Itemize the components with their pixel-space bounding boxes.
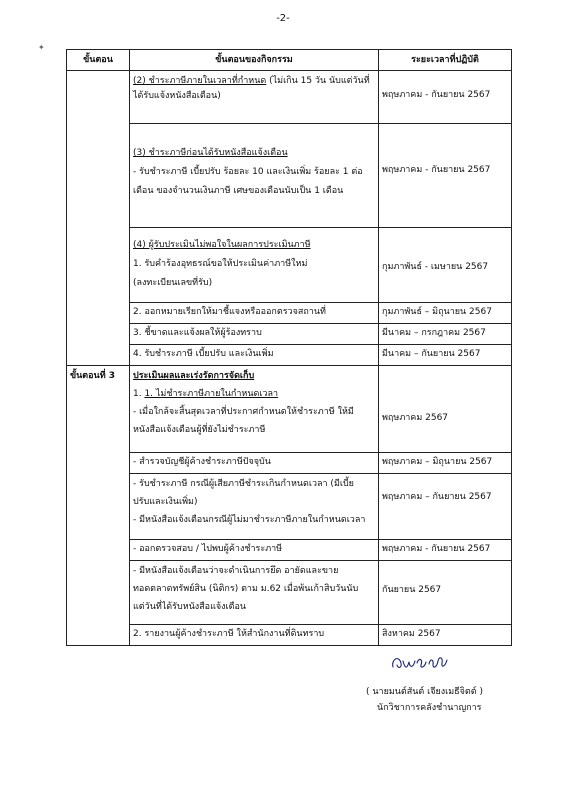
duration-cell: สิงหาคม 2567 xyxy=(379,625,512,646)
header-step: ขั้นตอน xyxy=(67,50,130,71)
activity-cell: - มีหนังสือแจ้งเตือนว่าจะดำเนินการยึด อายัดและขาย ทอดตลาดทรัพย์สิน (นิติกร) ตาม ม.62 เมื่อพ้นเก้าสิบวันนับ แต่วันที่ได้รับหนังสือแจ้งเตือน xyxy=(130,561,379,625)
activity-table xyxy=(66,49,512,646)
handwritten-signature xyxy=(389,651,451,675)
activity-cell: - ออกตรวจสอบ / ไปพบผู้ค้างชำระภาษี xyxy=(130,540,379,561)
page-number: -2- xyxy=(276,13,290,24)
activity-cell: - รับชำระภาษี กรณีผู้เสียภาษีชำระเกินกำหนดเวลา (มีเบี้ย ปรับและเงินเพิ่ม) - มีหนังสือแจ้งเตือนกรณีผู้ไม่มาชำระภาษีภายในกำหนดเวลา xyxy=(130,474,379,540)
table-row xyxy=(67,625,512,646)
signatory-name: ( นายมนต์สันต์ เจียงเมธีจิตต์ ) xyxy=(366,687,483,697)
activity-cell: ประเมินผลและเร่งรัดการจัดเก็บ 1. 1. ไม่ชำระภาษีภายในกำหนดเวลา - เมื่อใกล้จะสิ้นสุดเวลาที่ประกาศกำหนดให้ชำระภาษี ให้มี หนังสือแจ้งเตือนผู้ที่ยังไม่ชำระภาษี xyxy=(130,366,379,453)
step-label: ขั้นตอนที่ 3 xyxy=(67,366,130,646)
duration-cell: พฤษภาคม – กันยายน 2567 xyxy=(379,474,512,540)
signatory-position: นักวิชาการคลังชำนาญการ xyxy=(377,703,482,713)
duration-cell: กันยายน 2567 xyxy=(379,561,512,625)
table-row xyxy=(67,324,512,345)
table-header-row xyxy=(67,50,512,71)
table-row xyxy=(67,124,512,228)
duration-cell: พฤษภาคม 2567 xyxy=(379,366,512,453)
table-row xyxy=(67,540,512,561)
activity-cell: 3. ชี้ขาดและแจ้งผลให้ผู้ร้องทราบ xyxy=(130,324,379,345)
duration-cell: มีนาคม – กันยายน 2567 xyxy=(379,345,512,366)
table-row xyxy=(67,561,512,625)
activity-cell: (4) ผู้รับประเมินไม่พอใจในผลการประเมินภาษี 1. รับคำร้องอุทธรณ์ขอให้ประเมินค่าภาษีใหม่ (ลงทะเบียนเลขที่รับ) xyxy=(130,228,379,303)
duration-cell: มีนาคม – กรกฎาคม 2567 xyxy=(379,324,512,345)
table-row xyxy=(67,474,512,540)
step-cell xyxy=(67,71,130,366)
activity-cell: - สำรวจบัญชีผู้ค้างชำระภาษีปัจจุบัน xyxy=(130,453,379,474)
duration-cell: พฤษภาคม - กันยายน 2567 xyxy=(379,540,512,561)
duration-cell: พฤษภาคม – มิถุนายน 2567 xyxy=(379,453,512,474)
duration-cell: กุมภาพันธ์ – มิถุนายน 2567 xyxy=(379,303,512,324)
table-row xyxy=(67,453,512,474)
activity-cell: 4. รับชำระภาษี เบี้ยปรับ และเงินเพิ่ม xyxy=(130,345,379,366)
activity-cell: 2. ออกหมายเรียกให้มาชี้แจงหรือออกตรวจสถานที่ xyxy=(130,303,379,324)
table-row xyxy=(67,228,512,303)
margin-mark: ✦ xyxy=(38,43,45,52)
duration-cell: พฤษภาคม - กันยายน 2567 xyxy=(379,124,512,228)
activity-cell: (2) ชำระภาษีภายในเวลาที่กำหนด (ไม่เกิน 15 วัน นับแต่วันที่ ได้รับแจ้งหนังสือเตือน) xyxy=(130,71,379,124)
header-activity: ขั้นตอนของกิจกรรม xyxy=(130,50,379,71)
table-row xyxy=(67,366,512,453)
table-row xyxy=(67,303,512,324)
activity-cell: 2. รายงานผู้ค้างชำระภาษี ให้สำนักงานที่ดินทราบ xyxy=(130,625,379,646)
table-row xyxy=(67,345,512,366)
activity-cell: (3) ชำระภาษีก่อนได้รับหนังสือแจ้งเตือน - รับชำระภาษี เบี้ยปรับ ร้อยละ 10 และเงินเพิ่ม ร้อยละ 1 ต่อ เดือน ของจำนวนเงินภาษี เศษของเดือนนับเป็น 1 เดือน xyxy=(130,124,379,228)
header-duration: ระยะเวลาที่ปฏิบัติ xyxy=(379,50,512,71)
table-row xyxy=(67,71,512,124)
duration-cell: กุมภาพันธ์ - เมษายน 2567 xyxy=(379,228,512,303)
duration-cell: พฤษภาคม - กันยายน 2567 xyxy=(379,71,512,124)
